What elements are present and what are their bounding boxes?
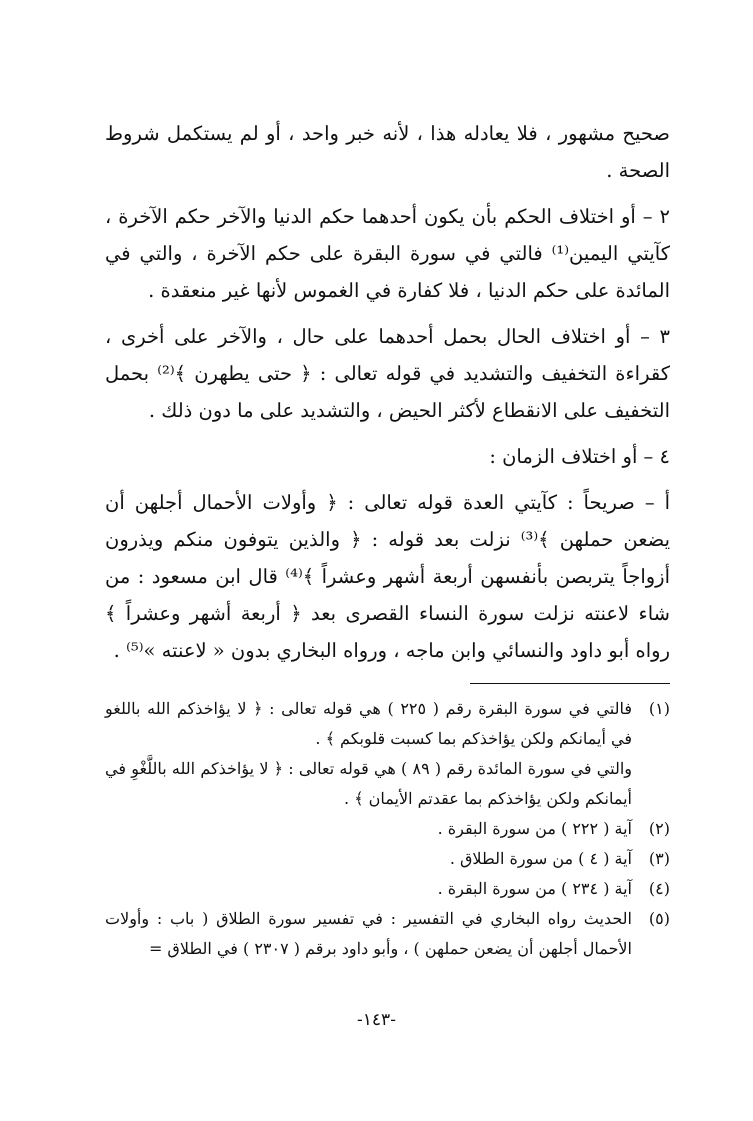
- footnote-4: [105, 874, 670, 904]
- paragraph-4: ٤ – أو اختلاف الزمان :: [489, 445, 670, 468]
- paragraph-5: أ – صريحاً : كآيتي العدة قوله تعالى : ﴿ وأولات الأحمال أجلهن أن يضعن حملهن ﴾⁽³⁾ نزلت بعد قوله : ﴿ والذين يتوفون منكم ويذرون أزواجاً يتربصن بأنفسهن أربعة أشهر وعشراً ﴾⁽⁴⁾ قال ابن مسعود : من شاء لاعنته نزلت سورة النساء القصرى بعد ﴿ أربعة أشهر وعشراً ﴾ رواه أبو داود والنسائي وابن ماجه ، ورواه البخاري بدون « لاعنته »⁽⁵⁾ .: [105, 491, 670, 662]
- footnote-1: [105, 694, 670, 814]
- paragraph-3: ٣ – أو اختلاف الحال بحمل أحدهما على حال ، والآخر على أخرى ، كقراءة التخفيف والتشديد في قوله تعالى : ﴿ حتى يطهرن ﴾⁽²⁾ بحمل التخفيف على الانقطاع لأكثر الحيض ، والتشديد على ما دون ذلك .: [105, 325, 670, 422]
- footnote-divider: [470, 683, 670, 684]
- footnote-3: [105, 844, 670, 874]
- footnote-text: آية ( ٢٢٢ ) من سورة البقرة .: [437, 819, 632, 838]
- footnotes: [105, 694, 670, 964]
- footnote-text: فالتي في سورة البقرة رقم ( ٢٢٥ ) هي قوله تعالى : ﴿ لا يؤاخذكم الله باللغو في أيمانكم ولكن يؤاخذكم بما كسبت قلوبكم ﴾ .: [105, 699, 632, 748]
- main-text: [105, 115, 670, 669]
- footnote-number: (٤): [648, 879, 670, 898]
- footnote-text: والتي في سورة المائدة رقم ( ٨٩ ) هي قوله تعالى : ﴿ لا يؤاخذكم الله باللَّغْوِ في أيمانكم ولكن يؤاخذكم بما عقدتم الأيمان ﴾ .: [105, 759, 633, 808]
- footnote-number: (١): [648, 699, 670, 718]
- page-body: [105, 115, 670, 964]
- footnote-text: الحديث رواه البخاري في التفسير : في تفسير سورة الطلاق ( باب : وأولات الأحمال أجلهن أن يضعن حملهن ) ، وأبو داود برقم ( ٢٣٠٧ ) في الطلاق =: [105, 909, 632, 958]
- footnote-text: آية ( ٢٣٤ ) من سورة البقرة .: [437, 879, 632, 898]
- footnote-number: (٢): [648, 819, 670, 838]
- paragraph-1: صحيح مشهور ، فلا يعادله هذا ، لأنه خبر واحد ، أو لم يستكمل شروط الصحة .: [105, 122, 670, 182]
- page-number: -١٤٣-: [357, 1010, 396, 1030]
- paragraph-2: ٢ – أو اختلاف الحكم بأن يكون أحدهما حكم الدنيا والآخر حكم الآخرة ، كآيتي اليمين⁽¹⁾ فالتي في سورة البقرة على حكم الآخرة ، والتي في المائدة على حكم الدنيا ، فلا كفارة في الغموس لأنها غير منعقدة .: [105, 205, 670, 302]
- footnote-2: [105, 814, 670, 844]
- footnote-text: آية ( ٤ ) من سورة الطلاق .: [449, 849, 632, 868]
- footnote-5: [105, 904, 670, 964]
- footnote-number: (٣): [648, 849, 670, 868]
- footnote-number: (٥): [648, 909, 670, 928]
